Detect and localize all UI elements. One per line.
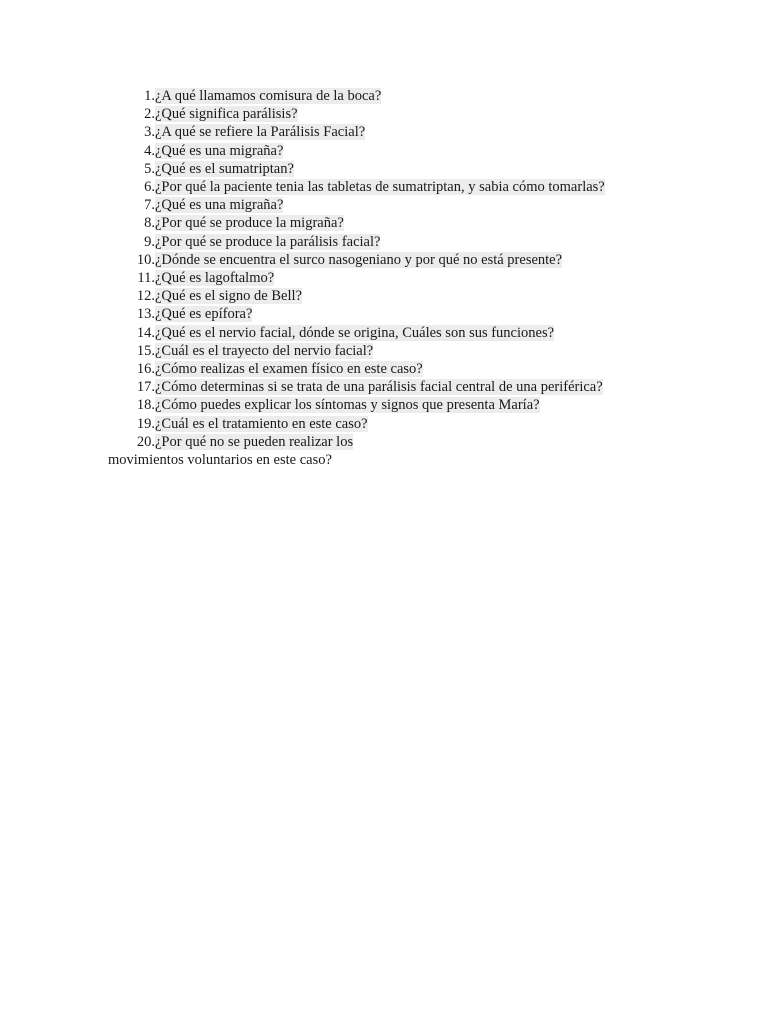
question-item [108, 415, 648, 433]
question-number: 12. [136, 288, 155, 305]
question-list [108, 87, 648, 469]
question-item [108, 287, 648, 305]
question-item [108, 342, 648, 360]
question-item [108, 251, 648, 269]
question-number: 17. [136, 379, 155, 396]
question-number: 16. [136, 361, 155, 378]
question-number: 18. [136, 397, 155, 414]
question-number: 13. [136, 306, 155, 323]
question-item-last [108, 433, 648, 469]
question-number: 20. [136, 433, 155, 450]
question-number: 8. [144, 215, 155, 232]
question-item [108, 305, 648, 323]
question-text: ¿Cómo determinas si se trata de una parálisis facial central de una periférica? [155, 379, 603, 396]
question-text: ¿Dónde se encuentra el surco nasogeniano y por qué no está presente? [155, 251, 563, 268]
question-text-line1: ¿Por qué no se pueden realizar los [155, 433, 354, 450]
question-text: ¿Cómo realizas el examen físico en este caso? [155, 361, 423, 378]
question-text: ¿Qué es el nervio facial, dónde se origina, Cuáles son sus funciones? [155, 324, 555, 341]
question-item [108, 178, 648, 196]
question-text: ¿Por qué la paciente tenia las tabletas de sumatriptan, y sabia cómo tomarlas? [155, 179, 605, 196]
question-number: 6. [144, 179, 155, 196]
question-text: ¿Qué significa parálisis? [155, 106, 298, 123]
question-item [108, 142, 648, 160]
question-text: ¿Qué es lagoftalmo? [155, 270, 275, 287]
question-text: ¿A qué llamamos comisura de la boca? [155, 88, 382, 104]
question-text: ¿Qué es una migraña? [155, 197, 284, 214]
question-number: 19. [136, 415, 155, 432]
question-text: ¿Qué es el signo de Bell? [155, 288, 302, 305]
question-number: 7. [144, 197, 155, 214]
question-item [108, 269, 648, 287]
question-item [108, 360, 648, 378]
question-number: 10. [136, 251, 155, 268]
question-number: 15. [136, 342, 155, 359]
question-item [108, 196, 648, 214]
question-number: 2. [144, 106, 155, 123]
question-text: ¿Por qué se produce la migraña? [155, 215, 344, 232]
question-text: ¿Por qué se produce la parálisis facial? [155, 233, 381, 250]
question-item [108, 160, 648, 178]
question-text: ¿Qué es epífora? [155, 306, 253, 323]
question-number: 5. [144, 160, 155, 177]
question-item [108, 87, 648, 105]
question-number: 11. [137, 270, 155, 287]
question-item [108, 214, 648, 232]
question-item [108, 105, 648, 123]
question-text: ¿Cuál es el tratamiento en este caso? [155, 415, 368, 432]
question-text: ¿Qué es una migraña? [155, 142, 284, 159]
question-item [108, 123, 648, 141]
question-number: 1. [144, 88, 155, 104]
question-item [108, 324, 648, 342]
question-item [108, 378, 648, 396]
question-number: 14. [136, 324, 155, 341]
question-text: ¿Cuál es el trayecto del nervio facial? [155, 342, 374, 359]
question-text: ¿Cómo puedes explicar los síntomas y signos que presenta María? [155, 397, 540, 414]
question-number: 9. [144, 233, 155, 250]
question-item [108, 233, 648, 251]
question-text-line2: movimientos voluntarios en este caso? [108, 452, 332, 469]
question-number: 3. [144, 124, 155, 141]
question-text: ¿Qué es el sumatriptan? [155, 160, 294, 177]
question-number: 4. [144, 142, 155, 159]
question-item [108, 396, 648, 414]
question-text: ¿A qué se refiere la Parálisis Facial? [155, 124, 366, 141]
